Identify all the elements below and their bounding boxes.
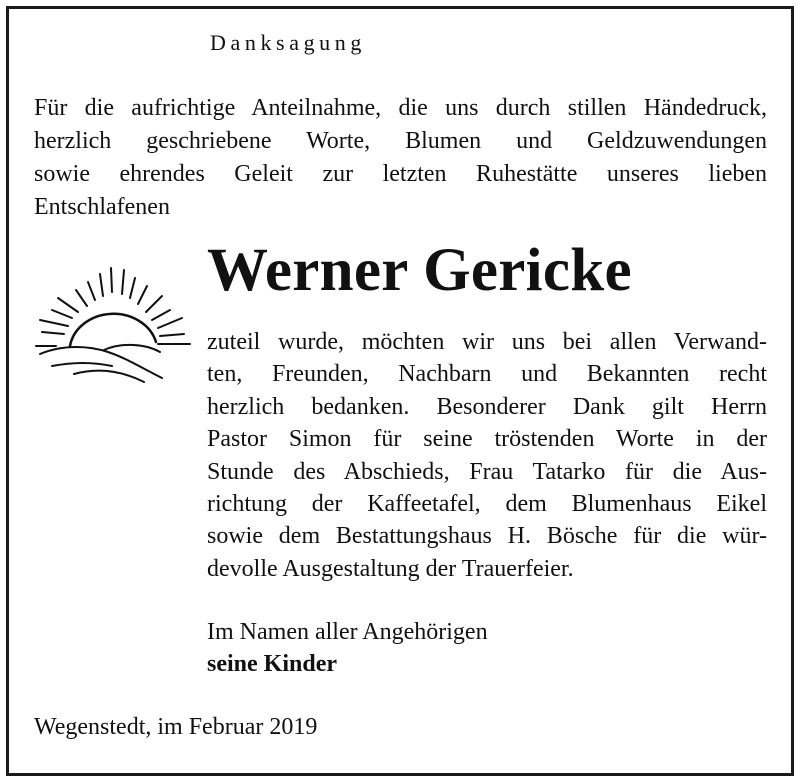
notice-heading: Danksagung — [210, 30, 366, 55]
signature-block — [207, 616, 488, 680]
body-line: Stunde des Abschieds, Frau Tatarko für die Aus- — [207, 458, 767, 485]
intro-line: Entschlafenen — [34, 194, 170, 220]
body-line: herzlich bedanken. Besonderer Dank gilt Herrn — [207, 393, 767, 420]
intro-line: sowie ehrendes Geleit zur letzten Ruhestätte unseres lieben — [34, 161, 767, 187]
intro-line: herzlich geschriebene Worte, Blumen und Geldzuwendungen — [34, 128, 767, 154]
deceased-name: Werner Gericke — [207, 237, 632, 304]
sunset-over-hills-icon — [34, 258, 194, 398]
place-date: Wegenstedt, im Februar 2019 — [34, 714, 318, 740]
signature-name: seine Kinder — [207, 651, 337, 677]
body-line: Pastor Simon für seine tröstenden Worte in der — [207, 426, 767, 453]
body-line: ten, Freunden, Nachbarn und Bekannten recht — [207, 361, 767, 388]
body-paragraph — [207, 326, 767, 585]
body-line: devolle Ausgestaltung der Trauerfeier. — [207, 555, 574, 582]
body-line: zuteil wurde, möchten wir uns bei allen Verwand- — [207, 329, 767, 355]
signature-line: Im Namen aller Angehörigen — [207, 619, 488, 645]
body-line: sowie dem Bestattungshaus H. Bösche für die wür- — [207, 523, 767, 550]
intro-paragraph — [34, 92, 767, 224]
body-line: richtung der Kaffeetafel, dem Blumenhaus Eikel — [207, 491, 767, 518]
intro-line: Für die aufrichtige Anteilnahme, die uns durch stillen Händedruck, — [34, 95, 767, 121]
